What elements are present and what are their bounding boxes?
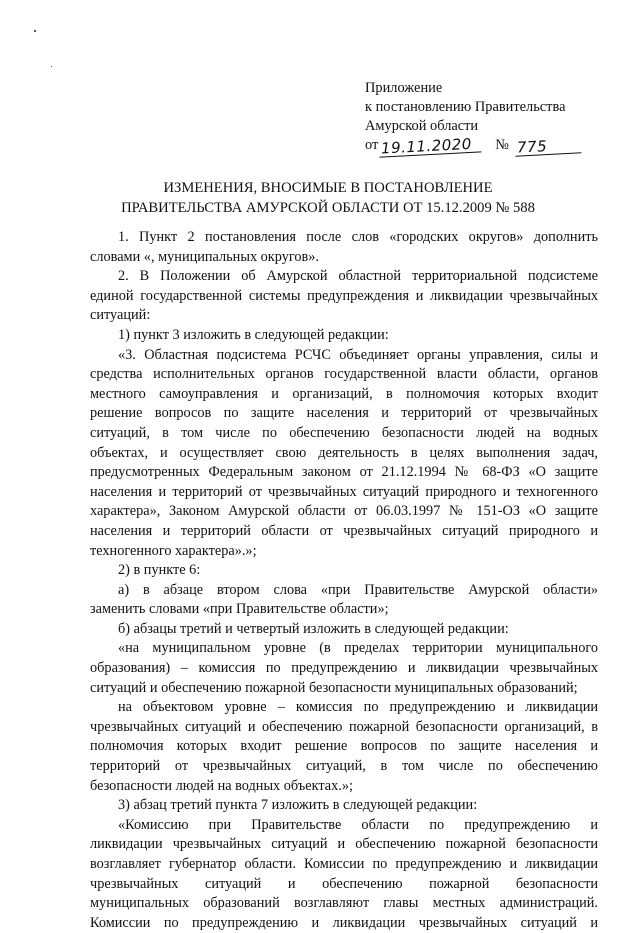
body-line: возглавляет губернатор области. Комиссии по предупреждению и ликвидации [90, 856, 598, 872]
body-line: образования) – комиссия по предупреждению и ликвидации чрезвычайных [90, 660, 598, 677]
date-prefix: от [365, 137, 379, 153]
body-line: «3. Областная подсистема РСЧС объединяет органы управления, силы и [118, 346, 598, 363]
body-line: ситуаций и обеспечению пожарной безопасности муниципальных образований; [90, 679, 578, 696]
body-line: заменить словами «при Правительстве области»; [90, 601, 389, 618]
body-line: 1. Пункт 2 постановления после слов «городских округов» дополнить [118, 229, 598, 245]
body-line: муниципальных образований возглавляют главы местных администраций. [90, 895, 598, 912]
appendix-date-number [365, 134, 581, 158]
body-line: «на муниципальном уровне (в пределах территории муниципального [118, 640, 598, 657]
body-line: словами «, муниципальных округов». [90, 248, 319, 265]
body-line: полномочия которых входит решение вопросов по защите населения и [90, 738, 598, 755]
body-line: территорий от чрезвычайных ситуаций, в том числе по обеспечению [90, 758, 598, 775]
body-line: б) абзацы третий и четвертый изложить в следующей редакции: [118, 620, 509, 637]
body-line: предусмотренных Федеральным законом от 21.12.1994 № 68-ФЗ «О защите [90, 464, 598, 481]
body-line: ситуаций, в том числе по обеспечению безопасности людей на водных [90, 424, 598, 441]
body-line: 3) абзац третий пункта 7 изложить в следующей редакции: [118, 797, 478, 814]
body-line: ликвидации чрезвычайных ситуаций и обеспечению пожарной безопасности [90, 836, 598, 853]
appendix-line: Амурской области [365, 118, 479, 134]
body-line: ситуаций: [90, 307, 151, 324]
body-line: на объектовом уровне – комиссия по предупреждению и ликвидации [118, 699, 598, 716]
appendix-block [365, 79, 581, 158]
document-title [60, 178, 596, 218]
body-line: техногенного характера».»; [90, 542, 257, 559]
body-line: решение вопросов по защите населения и территорий от чрезвычайных [90, 405, 598, 422]
body-line: характера», Законом Амурской области от 06.03.1997 № 151-ОЗ «О защите [90, 503, 598, 520]
handwritten-date: 19.11.2020 [379, 135, 482, 157]
handwritten-number: 775 [515, 136, 582, 156]
body-line: 2) в пункте 6: [118, 562, 201, 579]
body-line: населения и территорий от чрезвычайных ситуаций природного и техногенного [90, 483, 598, 500]
title-line: ИЗМЕНЕНИЯ, ВНОСИМЫЕ В ПОСТАНОВЛЕНИЕ [163, 180, 493, 196]
body-line: единой государственной системы предупреждения и ликвидации чрезвычайных [90, 287, 598, 304]
body-line: безопасности людей на водных объектах.»; [90, 777, 353, 794]
body-line: 2. В Положении об Амурской областной территориальной подсистеме [118, 268, 598, 285]
body-line: чрезвычайных ситуаций и обеспечению пожарной безопасности [90, 875, 598, 892]
number-sign: № [495, 137, 510, 153]
body-line: объектах, и осуществляет свою деятельность в целях выполнения задач, [90, 444, 598, 461]
body-line: местного самоуправления и организаций, в полномочия которых входит [90, 385, 598, 402]
appendix-line: к постановлению Правительства [365, 99, 566, 115]
body-line: чрезвычайных ситуаций и обеспечению пожарной безопасности организаций, в [90, 718, 598, 735]
body-line: средства исполнительных органов государственной власти области, органов [90, 366, 598, 383]
body-line: «Комиссию при Правительстве области по предупреждению и [118, 816, 598, 833]
scan-speck [34, 30, 36, 32]
document-body [90, 228, 598, 933]
scan-speck [51, 66, 52, 67]
appendix-line: Приложение [365, 80, 443, 96]
body-line: Комиссии по предупреждению и ликвидации чрезвычайных ситуаций и [90, 914, 598, 931]
body-line: населения и территорий области от чрезвычайных ситуаций природного и [90, 522, 598, 539]
body-line: а) в абзаце втором слова «при Правительстве Амурской области» [118, 581, 598, 598]
title-line: ПРАВИТЕЛЬСТВА АМУРСКОЙ ОБЛАСТИ ОТ 15.12.2009 № 588 [121, 200, 535, 216]
body-line: 1) пункт 3 изложить в следующей редакции: [118, 326, 389, 343]
